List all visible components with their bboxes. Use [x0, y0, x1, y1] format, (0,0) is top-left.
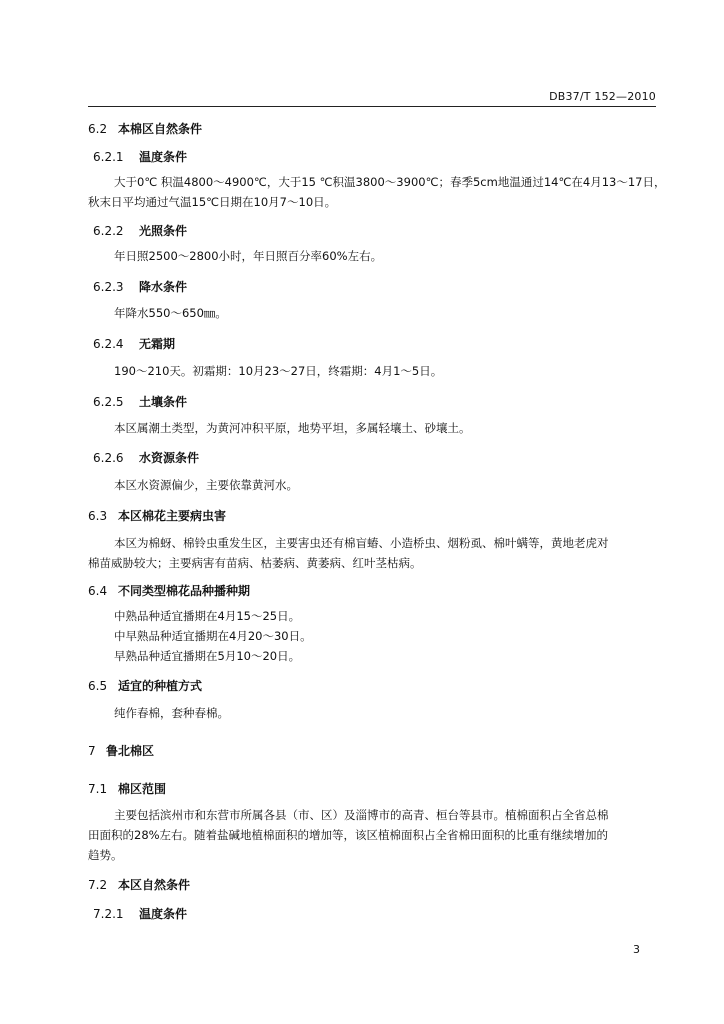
subsection-number: 6.2.4: [93, 337, 124, 351]
paragraph-line: 中熟品种适宜播期在4月15～25日。: [114, 609, 301, 623]
paragraph-line: 本区为棉蚜、棉铃虫重发生区，主要害虫还有棉盲蝽、小造桥虫、烟粉虱、棉叶螨等，黄地老虎对: [114, 536, 609, 550]
section-number: 6.3: [88, 509, 108, 523]
subsection-number: 6.2.5: [93, 395, 124, 409]
subsection-title: 光照条件: [139, 224, 188, 238]
subsection-number: 6.2.1: [93, 150, 124, 164]
subsection-title: 无霜期: [139, 337, 176, 351]
subsection-heading: [93, 222, 187, 239]
paragraph-line: 190～210天。初霜期：10月23～27日，终霜期：4月1～5日。: [114, 364, 443, 378]
section-title: 不同类型棉花品种播种期: [118, 584, 251, 598]
subsection-title: 温度条件: [139, 150, 188, 164]
paragraph-line: 本区水资源偏少，主要依靠黄河水。: [114, 478, 298, 492]
chapter-title: 鲁北棉区: [106, 744, 155, 758]
subsection-number: 6.2.3: [93, 280, 124, 294]
section-title: 本棉区自然条件: [118, 122, 203, 136]
section-heading: [88, 876, 190, 893]
section-number: 6.5: [88, 679, 108, 693]
section-heading: [88, 582, 250, 599]
subsection-number: 6.2.6: [93, 451, 124, 465]
chapter-number: 7: [88, 744, 96, 758]
paragraph-line: 早熟品种适宜播期在5月10～20日。: [114, 649, 301, 663]
paragraph-line: 年降水550～650㎜。: [114, 306, 227, 320]
section-title: 本区棉花主要病虫害: [118, 509, 227, 523]
section-title: 适宜的种植方式: [118, 679, 203, 693]
chapter-heading: [88, 742, 154, 759]
paragraph-line: 趋势。: [88, 848, 123, 862]
section-number: 7.2: [88, 878, 108, 892]
paragraph-line: 大于0℃ 积温4800～4900℃，大于15 ℃积温3800～3900℃；春季5cm地温通过14℃在4月13～17日，: [114, 175, 666, 189]
paragraph-line: 秋末日平均通过气温15℃日期在10月7～10日。: [88, 195, 337, 209]
paragraph-line: 本区属潮土类型，为黄河冲积平原，地势平坦，多属轻壤土、砂壤土。: [114, 421, 471, 435]
section-heading: [88, 780, 166, 797]
subsection-number: 7.2.1: [93, 907, 124, 921]
section-heading: [88, 120, 202, 137]
paragraph-line: 纯作春棉，套种春棉。: [114, 706, 229, 720]
page-number: 3: [633, 943, 640, 956]
section-heading: [88, 507, 226, 524]
subsection-heading: [93, 905, 187, 922]
subsection-heading: [93, 335, 175, 352]
subsection-title: 土壤条件: [139, 395, 188, 409]
paragraph-line: 中早熟品种适宜播期在4月20～30日。: [114, 629, 312, 643]
paragraph-line: 主要包括滨州市和东营市所属各县（市、区）及淄博市的高青、桓台等县市。植棉面积占全省总棉: [114, 808, 609, 822]
section-number: 7.1: [88, 782, 108, 796]
subsection-number: 6.2.2: [93, 224, 124, 238]
subsection-heading: [93, 148, 187, 165]
paragraph-line: 年日照2500～2800小时，年日照百分率60%左右。: [114, 249, 383, 263]
subsection-heading: [93, 449, 199, 466]
document-number: DB37/T 152—2010: [549, 90, 656, 103]
subsection-heading: [93, 278, 187, 295]
header-rule: [88, 106, 656, 107]
subsection-heading: [93, 393, 187, 410]
section-heading: [88, 677, 202, 694]
subsection-title: 温度条件: [139, 907, 188, 921]
subsection-title: 降水条件: [139, 280, 188, 294]
section-title: 棉区范围: [118, 782, 167, 796]
section-title: 本区自然条件: [118, 878, 191, 892]
paragraph-line: 棉苗威胁较大；主要病害有苗病、枯萎病、黄萎病、红叶茎枯病。: [88, 556, 422, 570]
section-number: 6.4: [88, 584, 108, 598]
paragraph-line: 田面积的28%左右。随着盐碱地植棉面积的增加等，该区植棉面积占全省棉田面积的比重有继续增加的: [88, 828, 609, 842]
section-number: 6.2: [88, 122, 108, 136]
subsection-title: 水资源条件: [139, 451, 200, 465]
